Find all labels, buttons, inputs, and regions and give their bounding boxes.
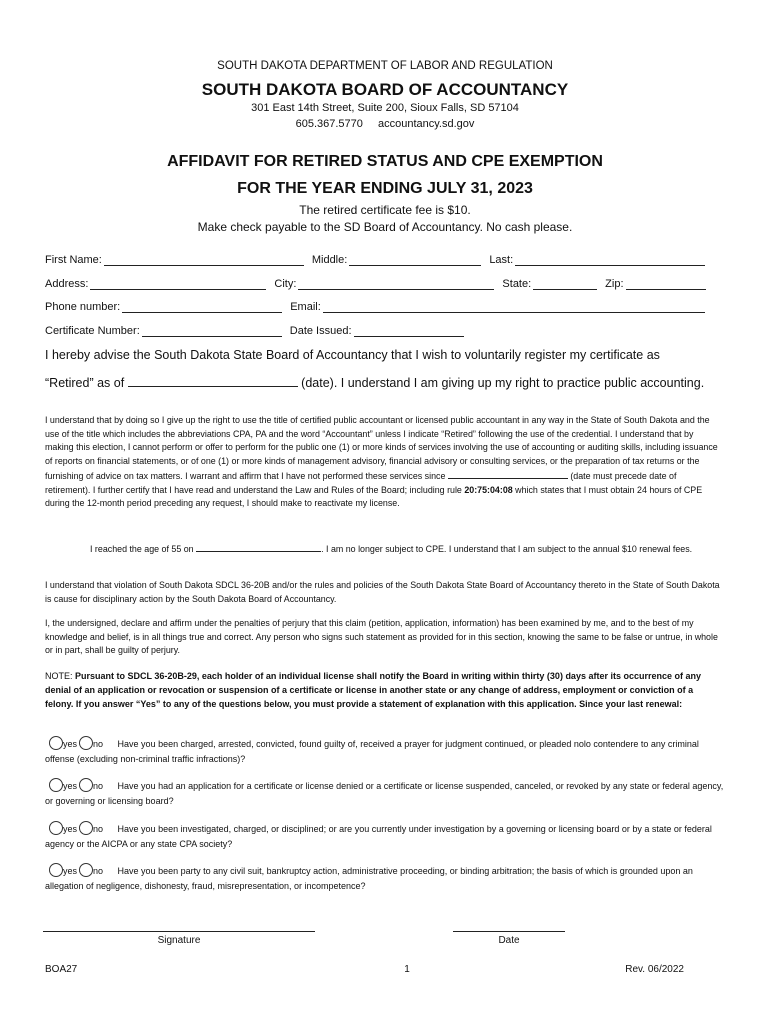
- page-number: 1: [404, 964, 410, 975]
- address-row: [45, 278, 710, 290]
- note-prefix: NOTE:: [45, 671, 73, 681]
- retirement-statement-end: (date). I understand I am giving up my right to practice public accounting.: [301, 376, 705, 390]
- question-text: Have you been charged, arrested, convicted, found guilty of, received a prayer for judgment continued, or pleaded nolo contendere to any criminal offense (excluding non-criminal traffic infractions)?: [45, 739, 699, 764]
- contact-row: [45, 301, 710, 313]
- age-clause-text-1: I reached the age of 55 on: [90, 544, 194, 554]
- last-name-label: Last:: [489, 254, 514, 266]
- signature-line[interactable]: [43, 930, 315, 932]
- date-issued-label: Date Issued:: [289, 325, 352, 337]
- question-text: Have you had an application for a certificate or license denied or a certificate or license suspended, canceled, or revoked by any state or federal agency, or governing or licensing board?: [45, 781, 724, 806]
- yes-radio[interactable]: [49, 778, 63, 792]
- no-radio[interactable]: [79, 863, 93, 877]
- question-license-denied: [45, 778, 727, 809]
- state-label: State:: [502, 278, 532, 290]
- age-clause-text-2: . I am no longer subject to CPE. I understand that I am subject to the annual $10 renewal fees.: [321, 544, 693, 554]
- form-id: BOA27: [45, 964, 78, 975]
- yes-radio[interactable]: [49, 736, 63, 750]
- understanding-text-2: (date must precede date of retirement). I further certify that I have read and understand the Law and Rules of the Board; including rule: [45, 470, 677, 495]
- payment-notice: Make check payable to the SD Board of Accountancy. No cash please.: [197, 220, 573, 234]
- rule-number: 20:75:04:08: [464, 484, 513, 495]
- certificate-number-label: Certificate Number:: [45, 325, 140, 337]
- understanding-text-3: which states that I must obtain 24 hours of CPE during the 12-month period preceding any request, I should make to reactivate my license.: [45, 484, 703, 509]
- address-field[interactable]: [90, 278, 266, 290]
- retirement-date-field[interactable]: [128, 375, 298, 387]
- board-contact: [0, 118, 770, 130]
- yes-radio[interactable]: [49, 863, 63, 877]
- no-label: no: [93, 781, 104, 791]
- form-title: AFFIDAVIT FOR RETIRED STATUS AND CPE EXEMPTION: [167, 153, 603, 170]
- perjury-paragraph: I, the undersigned, declare and affirm under the penalties of perjury that this claim (petition, application, information) has been examined by me, and to the best of my knowledge and belief, is in all things true and correct. Any person who signs such statement as provided for in this section, knowing the same to be false or untrue, in whole or in part, shall be guilty of perjury.: [45, 618, 718, 656]
- no-radio[interactable]: [79, 736, 93, 750]
- question-criminal: [45, 736, 727, 767]
- no-radio[interactable]: [79, 821, 93, 835]
- date-label: Date: [498, 935, 520, 946]
- middle-name-field[interactable]: [349, 254, 481, 266]
- board-phone: 605.367.5770: [295, 118, 363, 130]
- note-paragraph: [45, 669, 720, 711]
- question-text: Have you been investigated, charged, or disciplined; or are you currently under investigation by a governing or licensing board or by a state or federal agency or the AICPA or any state CPA society?: [45, 824, 712, 849]
- zip-field[interactable]: [626, 278, 706, 290]
- question-civil-suit: [45, 863, 727, 894]
- city-label: City:: [274, 278, 297, 290]
- no-label: no: [93, 739, 104, 749]
- middle-name-label: Middle:: [311, 254, 348, 266]
- board-website: accountancy.sd.gov: [377, 118, 475, 130]
- date-issued-field[interactable]: [354, 325, 464, 337]
- note-text: Pursuant to SDCL 36-20B-29, each holder of an individual license shall notify the Board in writing within thirty (30) days after its occurrence of any denial of an application or revocation or suspension of a certificate or license in another state or any change of address, employment or conviction of a felony. If you answer “Yes” to any of the questions below, you must provide a statement of explanation with this application. Since your last renewal:: [45, 671, 701, 709]
- no-radio[interactable]: [79, 778, 93, 792]
- yes-radio[interactable]: [49, 821, 63, 835]
- yes-label: yes: [63, 739, 78, 749]
- email-label: Email:: [290, 301, 321, 313]
- yes-label: yes: [63, 866, 78, 876]
- certificate-number-field[interactable]: [142, 325, 282, 337]
- email-field[interactable]: [323, 301, 705, 313]
- question-investigated: [45, 821, 727, 852]
- department-name: SOUTH DAKOTA DEPARTMENT OF LABOR AND REGULATION: [217, 60, 553, 72]
- board-name: SOUTH DAKOTA BOARD OF ACCOUNTANCY: [201, 80, 569, 99]
- yes-label: yes: [63, 781, 78, 791]
- fee-notice: The retired certificate fee is $10.: [299, 203, 471, 217]
- address-label: Address:: [45, 278, 89, 290]
- phone-label: Phone number:: [45, 301, 121, 313]
- retired-as-of-label: “Retired” as of: [45, 376, 125, 390]
- phone-field[interactable]: [122, 301, 282, 313]
- state-field[interactable]: [533, 278, 597, 290]
- last-service-date-field[interactable]: [448, 469, 568, 479]
- zip-label: Zip:: [605, 278, 624, 290]
- certificate-row: [45, 325, 710, 337]
- understanding-text-1: I understand that by doing so I give up the right to use the title of certified public accountant or licensed public accountant in any way in the State of South Dakota and the use of the title which includes the abbreviations CPA, PA and the word “Accountant” unless I indicate “Retired” following the use of the credential. I understand that by making this election, I cannot perform or offer to perform for the public one (1) or more kinds of services involving the use of accounting or auditing skills, including issuance of reports on financial statements, or of one (1) or more kinds of management advisory, financial advisory or consulting services, or the preparation of tax returns or the furnishing of advice on tax matters. I warrant and affirm that I have not performed these services since: [45, 415, 718, 481]
- retirement-statement-line2: [45, 375, 735, 390]
- age-clause: [90, 542, 720, 557]
- no-label: no: [93, 866, 104, 876]
- no-label: no: [93, 824, 104, 834]
- question-text: Have you been party to any civil suit, bankruptcy action, administrative proceeding, or binding arbitration; the basis of which is grounded upon an allegation of negligence, dishonesty, fraud, misrepresentation, or incompetence?: [45, 866, 693, 891]
- last-name-field[interactable]: [515, 254, 705, 266]
- signature-label: Signature: [157, 935, 201, 946]
- retirement-statement-line1: I hereby advise the South Dakota State Board of Accountancy that I wish to voluntarily register my certificate as: [45, 348, 660, 362]
- yes-label: yes: [63, 824, 78, 834]
- form-subtitle: FOR THE YEAR ENDING JULY 31, 2023: [237, 180, 533, 197]
- age-55-date-field[interactable]: [196, 542, 321, 552]
- first-name-field[interactable]: [104, 254, 304, 266]
- first-name-label: First Name:: [45, 254, 102, 266]
- name-row: [45, 254, 710, 266]
- violation-paragraph: I understand that violation of South Dakota SDCL 36-20B and/or the rules and policies of the South Dakota State Board of Accountancy thereto in the State of South Dakota is cause for disciplinary action by the South Dakota Board of Accountancy.: [45, 580, 720, 604]
- date-line[interactable]: [453, 930, 565, 932]
- understanding-paragraph: [45, 414, 720, 511]
- board-address: 301 East 14th Street, Suite 200, Sioux Falls, SD 57104: [251, 102, 519, 114]
- revision-date: Rev. 06/2022: [625, 964, 684, 975]
- city-field[interactable]: [298, 278, 494, 290]
